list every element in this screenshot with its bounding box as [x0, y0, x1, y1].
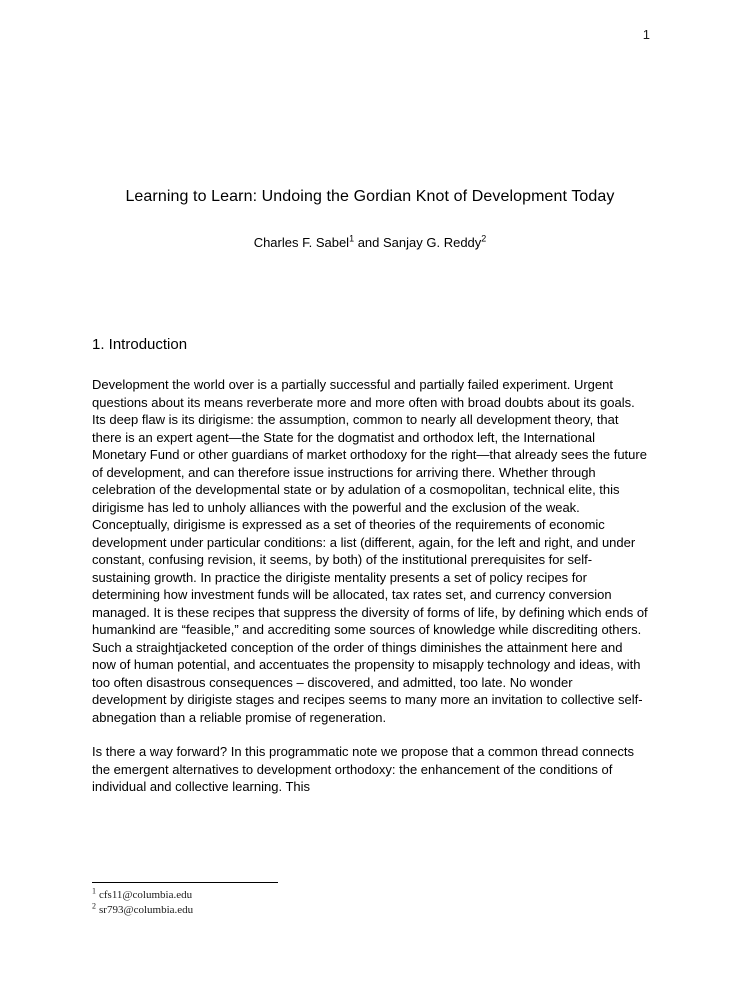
- author-2-name: Sanjay G. Reddy: [383, 235, 482, 250]
- footnote-divider: [92, 882, 278, 883]
- footnotes-section: [92, 882, 652, 918]
- footnote-1-marker: 1: [92, 886, 96, 896]
- authors-separator: and: [354, 235, 384, 250]
- footnote-1: [92, 888, 652, 903]
- section-heading-introduction: 1. Introduction: [92, 336, 188, 353]
- paragraph-2: Is there a way forward? In this programmatic note we propose that a common thread connects the emergent alternatives to development orthodoxy: the enhancement of the conditions of individual and collective learning. This: [92, 744, 634, 794]
- footnote-1-text: cfs11@columbia.edu: [99, 889, 193, 901]
- footnote-2-text: sr793@columbia.edu: [99, 904, 194, 916]
- paper-title: Learning to Learn: Undoing the Gordian Knot of Development Today: [125, 188, 615, 205]
- footnote-2-marker: 2: [92, 901, 96, 911]
- footnote-2: [92, 903, 652, 918]
- authors-line: [92, 235, 648, 250]
- author-1-name: Charles F. Sabel: [253, 235, 350, 250]
- author-1-footnote-ref: 1: [349, 233, 355, 244]
- page-number: 1: [642, 27, 650, 42]
- paragraph-1: Development the world over is a partially successful and partially failed experiment. Urgent questions about its means reverberate more and more often with broad doubts about its goals. Its deep flaw is its dirigisme: the assumption, common to nearly all development theory, that there is an expert agent—the State for the dogmatist and orthodox left, the International Monetary Fund or other guardians of market orthodoxy for the right—that already sees the future of development, and can therefore issue instructions for arriving there. Whether through celebration of the developmental state or by adulation of a cosmopolitan, technical elite, this dirigisme has led to unholy alliances with the powerful and the exclusion of the weak. Conceptually, dirigisme is expressed as a set of theories of the requirements of economic development under particular conditions: a list (different, again, for the left and right, and under constant, confusing revision, it seems, by both) of the institutional prerequisites for self-sustaining growth. In practice the dirigiste mentality presents a set of policy recipes for determining how investment funds will be allocated, tax rates set, and currency conversion managed. It is these recipes that suppress the diversity of forms of life, by defining which ends of humankind are “feasible,” and accrediting some sources of knowledge while discrediting others. Such a straightjacketed conception of the order of things diminishes the attainment here and now of human potential, and accentuates the propensity to misapply technology and ideas, with too often disastrous consequences – discovered, and admitted, too late. No wonder development by dirigiste stages and recipes seems to many more an invitation to collective self-abnegation than a reliable promise of regeneration.: [92, 377, 648, 725]
- author-2-footnote-ref: 2: [481, 233, 487, 244]
